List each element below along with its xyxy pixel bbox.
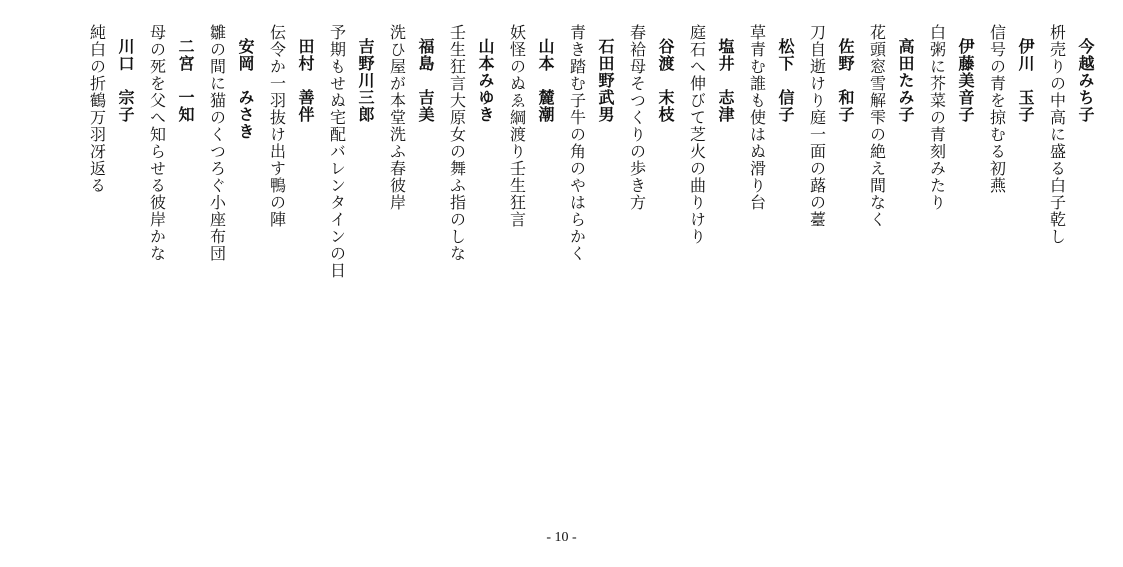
haiku-text: 草青む誰も使はぬ滑り台 [747,24,767,211]
author-name: 谷渡 末枝 [656,38,675,123]
haiku-text: 壬生狂言大原女の舞ふ指のしな [447,24,467,262]
author-name: 田村 善伴 [296,38,315,123]
haiku-entry [856,24,913,228]
haiku-columns [73,24,1093,494]
haiku-text: 枡売りの中高に盛る白子乾し [1047,24,1067,245]
haiku-text: 妖怪のぬゑ綱渡り壬生狂言 [507,24,527,228]
author-name: 川口 宗子 [116,38,135,123]
haiku-text: 雛の間に猫のくつろぐ小座布団 [207,24,227,262]
haiku-entry [616,24,673,211]
author-name: 安岡 みさき [236,38,255,140]
haiku-entry [496,24,553,228]
page-number: - 10 - [546,530,577,545]
author-name: 伊藤美音子 [956,38,975,123]
haiku-text: 青き踏む子牛の角のやはらかく [567,24,587,262]
haiku-text: 伝令か一羽抜け出す鴨の陣 [267,24,287,228]
author-name: 高田たみ子 [896,38,915,123]
author-name: 塩井 志津 [716,38,735,123]
haiku-entry [676,24,733,245]
haiku-entry [436,24,493,262]
haiku-text: 庭石へ伸びて芝火の曲りけり [687,24,707,245]
author-name: 佐野 和子 [836,38,855,123]
haiku-entry [316,24,373,279]
author-name: 福島 吉美 [416,38,435,123]
haiku-entry [256,24,313,228]
haiku-text: 信号の青を掠むる初燕 [987,24,1007,194]
haiku-text: 母の死を父へ知らせる彼岸かな [147,24,167,262]
author-name: 今越みち子 [1076,38,1095,123]
author-name: 山本みゆき [476,38,495,123]
haiku-text: 予期もせぬ宅配バレンタインの日 [327,24,347,279]
haiku-entry [916,24,973,211]
haiku-text: 刀自逝けり庭一面の蕗の薹 [807,24,827,228]
author-name: 松下 信子 [776,38,795,123]
haiku-entry [196,24,253,262]
haiku-text: 白粥に芥菜の青刻みたり [927,24,947,211]
haiku-text: 花頭窓雪解雫の絶え間なく [867,24,887,228]
author-name: 石田野武男 [596,38,615,123]
haiku-entry [796,24,853,228]
author-name: 吉野川三郎 [356,38,375,123]
haiku-text: 春袷母そつくりの歩き方 [627,24,647,211]
haiku-text: 純白の折鶴万羽冴返る [87,24,107,194]
haiku-entry [136,24,193,262]
haiku-entry [76,24,133,194]
haiku-entry [376,24,433,211]
haiku-entry [1036,24,1093,245]
haiku-entry [736,24,793,211]
author-name: 山本 麓潮 [536,38,555,123]
haiku-text: 洗ひ屋が本堂洗ふ春彼岸 [387,24,407,211]
author-name: 伊川 玉子 [1016,38,1035,123]
author-name: 二宮 一知 [176,38,195,123]
haiku-entry [556,24,613,262]
haiku-entry [976,24,1033,194]
